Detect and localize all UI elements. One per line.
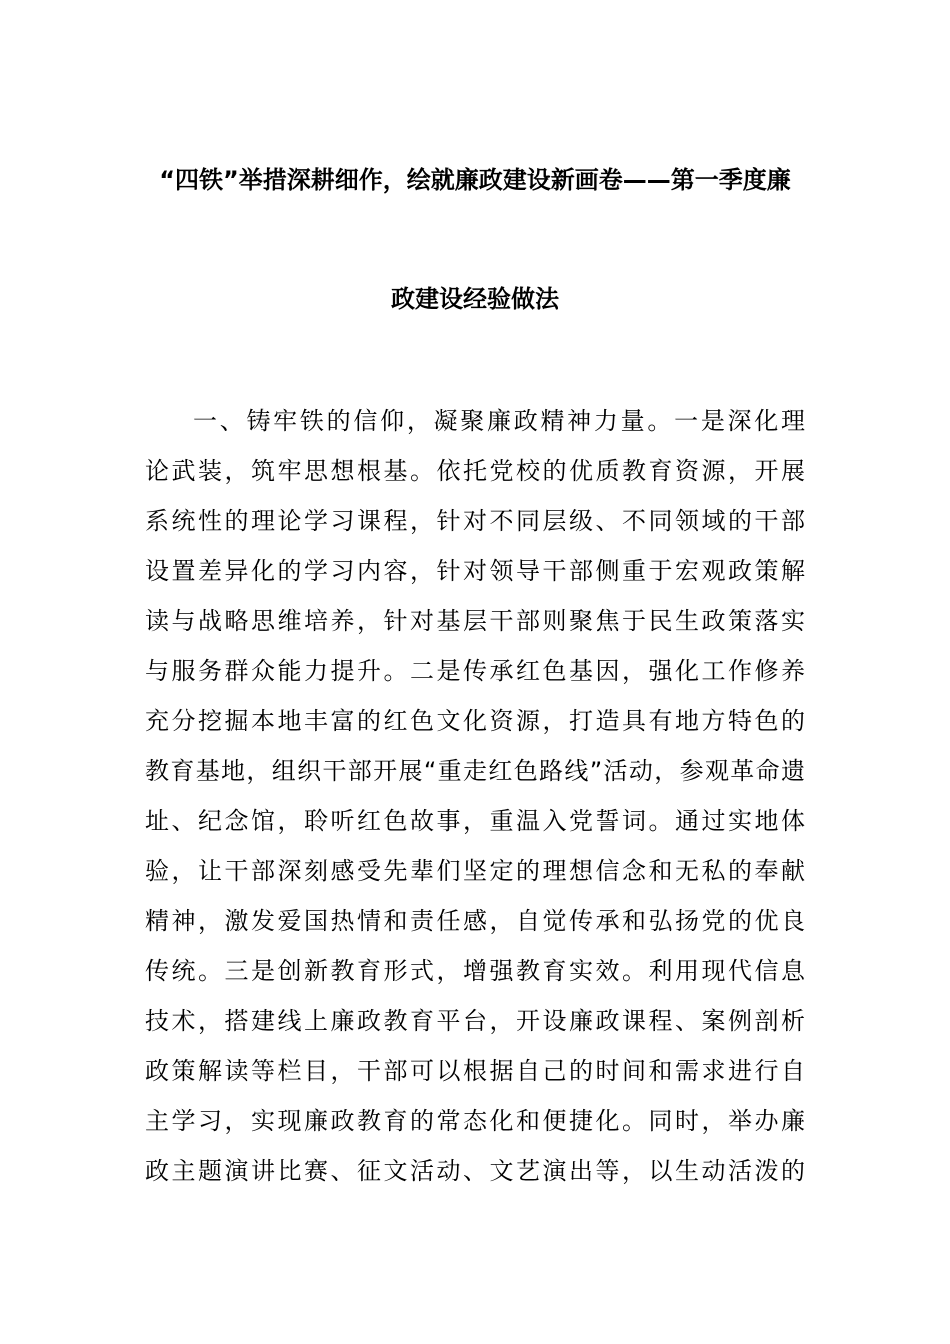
paragraph-line: 技术，搭建线上廉政教育平台，开设廉政课程、案例剖析 xyxy=(145,1007,805,1035)
paragraph-line: 论武装，筑牢思想根基。依托党校的优质教育资源，开展 xyxy=(145,457,805,485)
paragraph-line: 址、纪念馆，聆听红色故事，重温入党誓词。通过实地体 xyxy=(145,807,805,835)
paragraph-line: 与服务群众能力提升。二是传承红色基因，强化工作修养 xyxy=(145,657,805,685)
paragraph-line: 主学习，实现廉政教育的常态化和便捷化。同时，举办廉 xyxy=(145,1107,805,1135)
document-title-line-2: 政建设经验做法 xyxy=(391,285,559,313)
document-title-line-1: “四铁”举措深耕细作，绘就廉政建设新画卷——第一季度廉 xyxy=(159,166,791,194)
paragraph-line: 充分挖掘本地丰富的红色文化资源，打造具有地方特色的 xyxy=(145,707,805,735)
paragraph-line: 教育基地，组织干部开展“重走红色路线”活动，参观革命遗 xyxy=(145,757,805,785)
paragraph-line: 设置差异化的学习内容，针对领导干部侧重于宏观政策解 xyxy=(145,557,805,585)
paragraph-line: 读与战略思维培养，针对基层干部则聚焦于民生政策落实 xyxy=(145,607,805,635)
paragraph-line: 政主题演讲比赛、征文活动、文艺演出等，以生动活泼的 xyxy=(145,1157,805,1185)
paragraph-line: 一、铸牢铁的信仰，凝聚廉政精神力量。一是深化理 xyxy=(193,407,805,435)
paragraph-line: 验，让干部深刻感受先辈们坚定的理想信念和无私的奉献 xyxy=(145,857,805,885)
paragraph-line: 精神，激发爱国热情和责任感，自觉传承和弘扬党的优良 xyxy=(145,907,805,935)
paragraph-line: 传统。三是创新教育形式，增强教育实效。利用现代信息 xyxy=(145,957,805,985)
paragraph-line: 政策解读等栏目，干部可以根据自己的时间和需求进行自 xyxy=(145,1057,805,1085)
paragraph-line: 系统性的理论学习课程，针对不同层级、不同领域的干部 xyxy=(145,507,805,535)
